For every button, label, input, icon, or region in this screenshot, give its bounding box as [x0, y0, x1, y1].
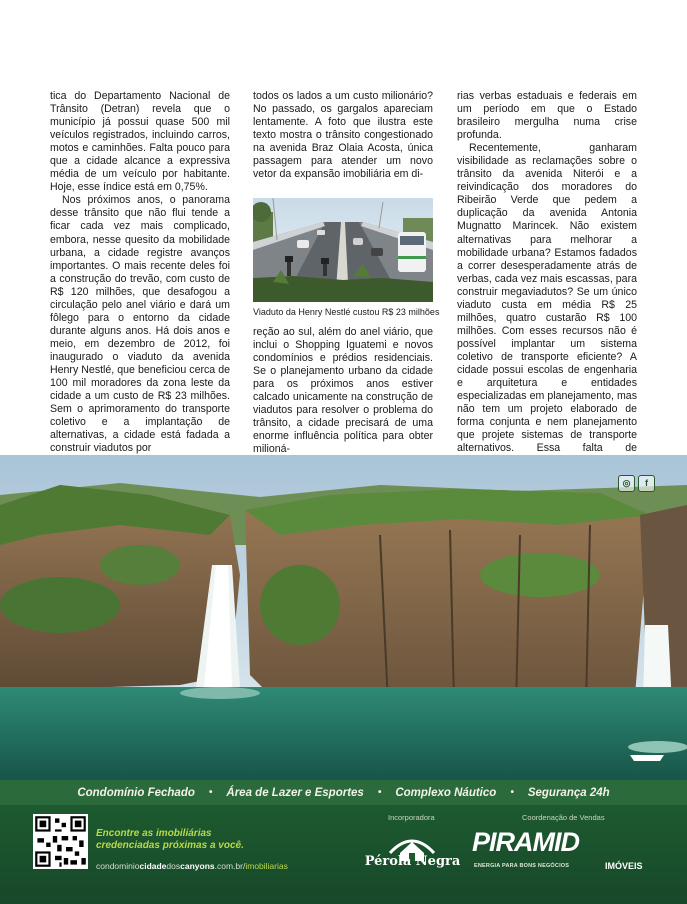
- article-column-3: [457, 90, 637, 494]
- paragraph: todos os lados a um custo milionário? No passado, os gargalos apareciam lentamente. A foto que ilustra este texto mostra o trânsito congestionado na avenida Braz Olaia Acosta, única passagem para atender um novo vetor da expansão imobiliária em di-: [253, 90, 433, 181]
- article-column-1: [50, 90, 230, 455]
- sales-label: Coordenação de Vendas: [522, 813, 605, 822]
- canyon-photo: [0, 455, 687, 780]
- features-band: [0, 780, 687, 805]
- site-part: .com.br/: [214, 861, 246, 871]
- article-column-2-bottom: [253, 326, 433, 456]
- viaduct-photo: [253, 198, 433, 302]
- instagram-icon[interactable]: ◎: [618, 475, 635, 492]
- site-part: canyons: [180, 861, 215, 871]
- feature-item: Condomínio Fechado: [77, 786, 195, 799]
- article-column-2-top: [253, 90, 433, 181]
- incorporadora-name: Pérola Negra: [364, 854, 461, 869]
- paragraph: Nos próximos anos, o panorama desse trânsito que não flui tende a ficar cada vez mais complicado, embora, nesse quesito da mobilidade urbana, a cidade registre avanços importantes. O mais recente deles foi a construção do trevão, com custo de R$ 120 milhões, que desafogou a circulação pelo anel viário e dará um fôlego para o entorno da cidade durante alguns anos. Há dois anos e meio, em dezembro de 2012, foi inaugurado o viaduto da avenida Henry Nestlé, que beneficiou cerca de 100 mil moradores da zona leste da cidade a um custo de R$ 23 milhões. Sem o aprimoramento do transporte coletivo e a implantação de alternativas, a cidade está fadada a construir viadutos por: [50, 194, 230, 455]
- separator: •: [377, 787, 382, 798]
- separator: •: [208, 787, 213, 798]
- facebook-icon[interactable]: f: [638, 475, 655, 492]
- site-part: imobiliarias: [245, 861, 288, 871]
- feature-item: Complexo Náutico: [395, 786, 497, 799]
- ad-footer: [0, 805, 687, 904]
- sales-tagline: ENERGIA PARA BONS NEGÓCIOS: [474, 863, 570, 869]
- paragraph: [457, 142, 637, 494]
- site-part: condominio: [96, 861, 140, 871]
- feature-item: Área de Lazer e Esportes: [226, 786, 364, 799]
- dealers-cta: [96, 828, 244, 852]
- paragraph: rias verbas estaduais e federais em um período em que o Estado brasileiro mergulha numa crise profunda.: [457, 90, 637, 142]
- paragraph: tica do Departamento Nacional de Trânsito (Detran) revela que o município já possui quase 500 mil veículos registrados, incluindo carros, motos e caminhões. Falta pouco para que a cidade alcance a expressiva média de um veículo por habitante. Hoje, esse índice está em 0,75%.: [50, 90, 230, 194]
- paragraph: reção ao sul, além do anel viário, que inclui o Shopping Iguatemi e novos condomínios e prédios residenciais. Se o planejamento urbano da cidade para os próximos anos estiver calcado unicamente na construção de viadutos para resolver o problema do trânsito, a cidade precisará de uma enorme influência política para obter milioná-: [253, 326, 433, 456]
- qr-code-icon[interactable]: [33, 814, 88, 869]
- sales-sub: IMÓVEIS: [605, 861, 643, 871]
- site-part: dos: [166, 861, 181, 871]
- site-part: cidade: [139, 861, 167, 871]
- incorporadora-label: Incorporadora: [388, 813, 435, 822]
- separator: •: [510, 787, 514, 798]
- cta-line: credenciadas próximas a você.: [96, 840, 244, 851]
- sales-brand-logo: PIRAMID: [472, 827, 579, 857]
- advertisement[interactable]: [0, 455, 687, 904]
- paragraph-text: Recentemente, ganharam visibilidade as reclamações sobre o trânsito da avenida Niterói e a reivindicação dos moradores do Ribeirão Verde que pedem a duplicação da avenida Antonia Mugnatto Marincek. Não existem alternativas para melhorar a mobilidade urbana? Estamos fadados a correr desesperadamente atrás de verbas, cada vez mais escassas, para construir megaviadutos? Se um único viaduto custa em média R$ 25 milhões, quatro custarão R$ 100 milhões. Com esses recursos não é possível implantar um sistema coletivo de transporte eficiente? A cidade possui escolas de engenharia e arquitetura e entidades especializadas em planejamento, mas não tem um projeto elaborado de forma conjunta e nem planejamento que projete sistemas de transporte alternativos. Essa falta de: [457, 142, 637, 455]
- feature-item: Segurança 24h: [527, 786, 610, 799]
- photo-caption: Viaduto da Henry Nestlé custou R$ 23 milhões: [253, 307, 440, 317]
- cta-line: Encontre as imobiliárias: [96, 828, 212, 839]
- website-link[interactable]: [96, 861, 288, 871]
